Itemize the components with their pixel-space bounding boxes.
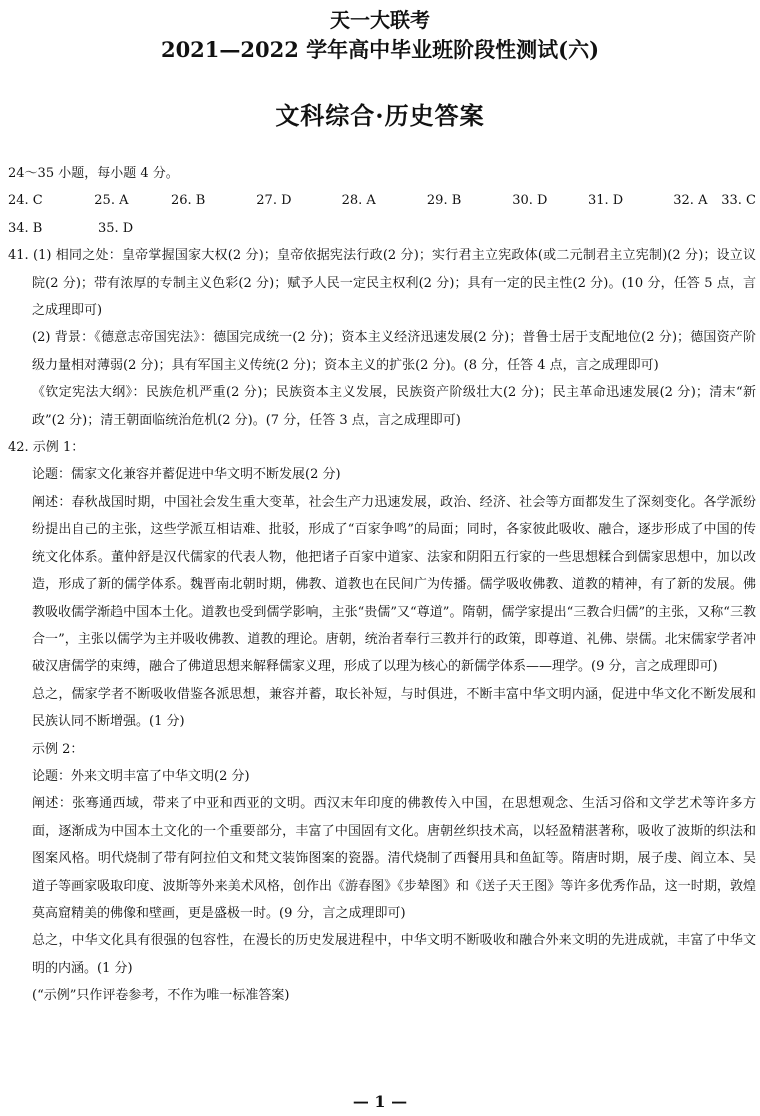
mc-answer: 24. C [8,193,43,209]
q41-part2-qing: 《钦定宪法大纲》：民族危机严重(2 分)；民族资本主义发展，民族资产阶级壮大(2 分)；民主革命迅速发展(2 分)；清末“新政”(2 分)；清王朝面临统治危机(2 分)。(7 分，任答 3 点，言之成理即可) [32,385,756,428]
mc-answer: 26. B [170,193,206,209]
q41-part2-germany: (2) 背景：《德意志帝国宪法》：德国完成统一(2 分)；资本主义经济迅速发展(2 分)；普鲁士居于支配地位(2 分)；德国资产阶级力量相对薄弱(2 分)；具有军国主义传统(2 分)；资本主义的扩张(2 分)。(8 分，任答 4 点，言之成理即可) [32,330,756,373]
q42-note: (“示例”只作评卷参考，不作为唯一标准答案) [32,988,290,1004]
q42-example1-label: 42. 示例 1： [8,440,85,456]
q42-example2-elaboration: 阐述：张骞通西域，带来了中亚和西亚的文明。西汉末年印度的佛教传入中国，在思想观念、生活习俗和文学艺术等许多方面，逐渐成为中国本土文化的一个重要部分，丰富了中国固有文化。唐朝丝织技术高，以轻盈精湛著称，吸收了波斯的织法和图案风格。明代烧制了带有阿拉伯文和梵文装饰图案的瓷器。清代烧制了西餐用具和鱼缸等。隋唐时期，展子虔、阎立本、吴道子等画家吸取印度、波斯等外来美术风格，创作出《游春图》《步辇图》和《送子天王图》等许多优秀作品，这一时期，敦煌莫高窟精美的佛像和壁画，更是盛极一时。(9 分，言之成理即可) [32,796,756,921]
mc-answer: 34. B [8,220,43,236]
answer-key-title: 文科综合·历史答案 [275,101,485,130]
mc-answers-row-2 [8,215,756,242]
page-number: — 1 — [352,1092,408,1111]
mc-answer: 33. C [721,193,756,209]
mc-answer: 29. B [426,193,462,209]
mc-answer: 27. D [256,193,292,209]
q42-example1-elaboration: 阐述：春秋战国时期，中国社会发生重大变革，社会生产力迅速发展，政治、经济、社会等方面都发生了深刻变化。各学派纷纷提出自己的主张，这些学派互相诘难、批驳，形成了“百家争鸣”的局面；同时，各家彼此吸收、融合，逐步形成了中国的传统文化体系。董仲舒是汉代儒家的代表人物，他把诸子百家中道家、法家和阴阳五行家的一些思想糅合到儒家思想中，加以改造，形成了新的儒学体系。魏晋南北朝时期，佛教、道教也在民间广为传播。儒学吸收佛教、道教的精神，有了新的发展。佛教吸收儒学渐趋中国本土化。道教也受到儒学影响，主张“贵儒”又“尊道”。隋朝，儒学家提出“三教合归儒”的主张，又称“三教合一”，主张以儒学为主并吸收佛教、道教的理论。唐朝，统治者奉行三教并行的政策，即尊道、礼佛、崇儒。北宋儒家学者冲破汉唐儒学的束缚，融合了佛道思想来解释儒家义理，形成了以理为核心的新儒学体系——理学。(9 分，言之成理即可) [32,494,756,675]
mc-answer: 31. D [587,193,624,209]
q42-example1-thesis: 论题：儒家文化兼容并蓄促进中华文明不断发展(2 分) [32,467,341,483]
mc-intro: 24～35 小题，每小题 4 分。 [8,166,179,181]
q42-example2-label: 示例 2： [32,741,84,757]
mc-answer: 30. D [512,193,548,209]
mc-answer: 28. A [341,193,376,209]
mc-answer: 35. D [98,220,134,236]
mc-answers-row-1 [8,187,756,214]
mc-answer: 25. A [94,193,129,209]
mc-answer: 32. A [673,193,708,209]
q42-example2-thesis: 论题：外来文明丰富了中华文明(2 分) [32,768,250,784]
q42-example2-summary: 总之，中华文化具有很强的包容性，在漫长的历史发展进程中，中华文明不断吸收和融合外来文明的先进成就，丰富了中华文明的内涵。(1 分) [32,933,756,976]
exam-series-title: 天一大联考 [330,8,430,32]
exam-year-title: 2021—2022 学年高中毕业班阶段性测试(六) [160,37,600,62]
q41-part1: 41. (1) 相同之处：皇帝掌握国家大权(2 分)；皇帝依据宪法行政(2 分)；实行君主立宪政体(或二元制君主立宪制)(2 分)；设立议院(2 分)；带有浓厚的专制主义色彩(2 分)；赋予人民一定民主权利(2 分)；具有一定的民主性(2 分)。(10 分，任答 5 点，言之成理即可) [8,248,756,319]
answer-body [8,160,756,1010]
q42-example1-summary: 总之，儒家学者不断吸收借鉴各派思想，兼容并蓄，取长补短，与时俱进，不断丰富中华文明内涵，促进中华文化不断发展和民族认同不断增强。(1 分) [32,686,756,730]
